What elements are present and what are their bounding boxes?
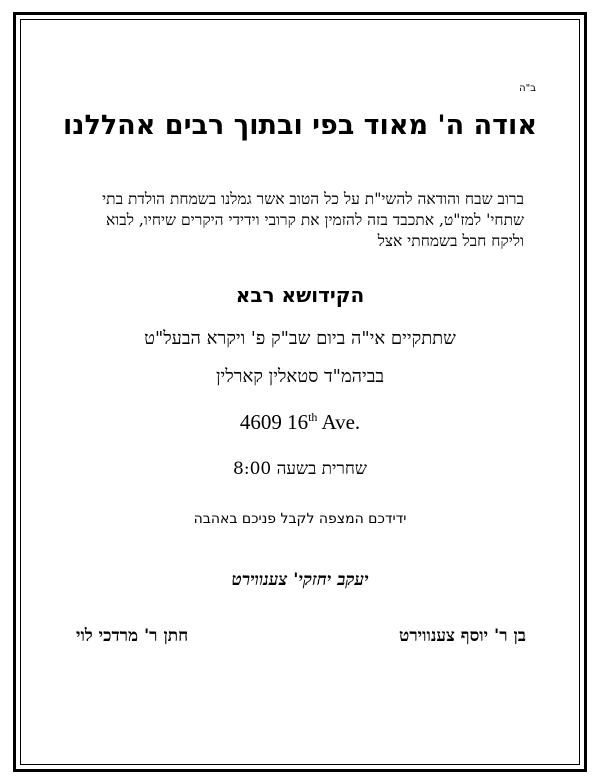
address-suffix: th [308, 410, 318, 424]
shacharis-time: שחרית בשעה 8:00 [233, 459, 367, 479]
intro-paragraph: ברוב שבח והודאה להשי"ת על כל הטוב אשר גמלנו בשמחת הולדת בתי שתחי' למז"ט, אתכבד בזה להזמין את קרובי וידידי היקרים שיחיו, לבוא וליקח חבל בשמחתי אצל [102, 190, 524, 250]
closing-line: ידידכם המצפה לקבל פניכם באהבה [193, 511, 407, 527]
signature-father: בן ר' יוסף צענווירט [399, 626, 526, 646]
host-name: יעקב יחזקי' צענווירט [231, 570, 369, 590]
signature-father-in-law: חתן ר' מרדכי לוי [76, 626, 189, 646]
address-number: 4609 16 [239, 410, 309, 434]
address-street: Ave. [317, 410, 361, 434]
bh-header: ב"ה [519, 83, 536, 94]
venue-address [40, 410, 560, 435]
event-date-line: שתתקיים אי"ה ביום שב"ק פ' ויקרא הבעל"ט [144, 328, 456, 349]
invitation-title: אודה ה' מאוד בפי ובתוך רבים אהללנו [63, 110, 537, 141]
event-name: הקידושא רבא [235, 283, 365, 307]
event-venue-line: בביהמ"ד סטאלין קארלין [215, 366, 385, 387]
